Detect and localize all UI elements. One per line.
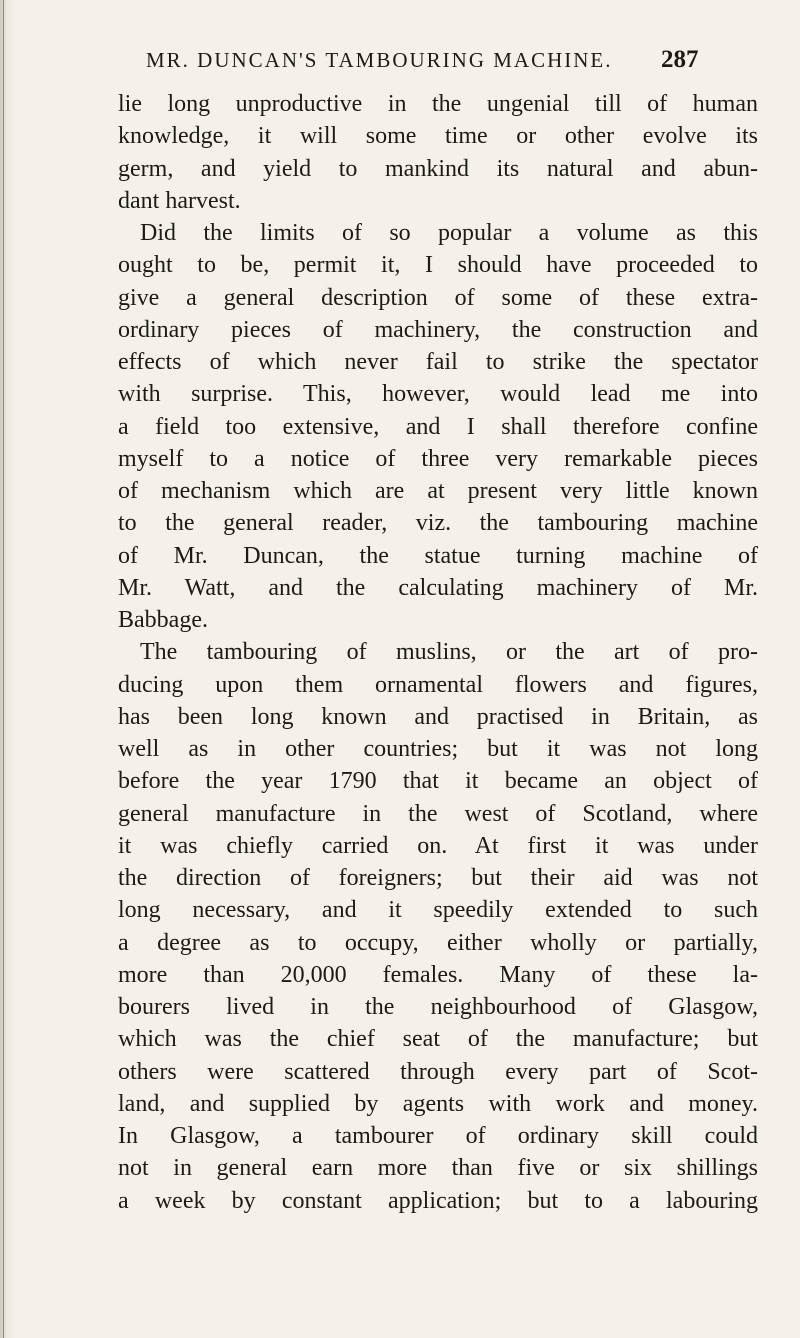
text-line: of mechanism which are at present very little known bbox=[118, 478, 758, 504]
text-line: more than 20,000 females. Many of these la- bbox=[118, 961, 758, 988]
text-line: effects of which never fail to strike the spectator bbox=[118, 349, 758, 375]
text-line: a field too extensive, and I shall therefore confine bbox=[118, 413, 758, 440]
text-line: which was the chief seat of the manufacture; but bbox=[118, 1026, 758, 1053]
text-line: bourers lived in the neighbourhood of Glasgow, bbox=[118, 994, 758, 1020]
text-line: a week by constant application; but to a labouring bbox=[118, 1187, 758, 1214]
text-line: Did the limits of so popular a volume as this bbox=[140, 220, 758, 246]
text-line: knowledge, it will some time or other evolve its bbox=[118, 123, 758, 150]
text-line: ought to be, permit it, I should have proceeded to bbox=[118, 252, 758, 279]
text-line: to the general reader, viz. the tambouring machine bbox=[118, 510, 758, 537]
text-line: not in general earn more than five or six shillings bbox=[118, 1155, 758, 1182]
page-gutter-edge bbox=[0, 0, 16, 1338]
text-line: with surprise. This, however, would lead me into bbox=[118, 381, 758, 408]
text-line: give a general description of some of these extra- bbox=[118, 284, 758, 311]
text-line: before the year 1790 that it became an object of bbox=[118, 768, 758, 795]
text-line: lie long unproductive in the ungenial till of human bbox=[118, 91, 758, 117]
text-line: it was chiefly carried on. At first it was under bbox=[118, 832, 758, 859]
text-line: Babbage. bbox=[118, 607, 208, 633]
text-line: ducing upon them ornamental flowers and figures, bbox=[118, 671, 758, 698]
text-line: well as in other countries; but it was not long bbox=[118, 736, 758, 762]
text-line: myself to a notice of three very remarkable pieces bbox=[118, 445, 758, 472]
binding-line bbox=[3, 0, 4, 1338]
text-line: land, and supplied by agents with work and money. bbox=[118, 1090, 758, 1117]
text-line: dant harvest. bbox=[118, 187, 241, 214]
text-line: the direction of foreigners; but their aid was not bbox=[118, 865, 758, 891]
text-line: others were scattered through every part of Scot- bbox=[118, 1058, 758, 1085]
text-line: general manufacture in the west of Scotland, where bbox=[118, 800, 758, 827]
text-line: ordinary pieces of machinery, the construction and bbox=[118, 316, 758, 343]
text-line: long necessary, and it speedily extended to such bbox=[118, 897, 758, 924]
body-text bbox=[118, 88, 758, 1217]
text-line: of Mr. Duncan, the statue turning machine of bbox=[118, 542, 758, 569]
page-number: 287 bbox=[661, 46, 699, 73]
text-line: germ, and yield to mankind its natural and abun- bbox=[118, 155, 758, 182]
text-line: The tambouring of muslins, or the art of pro- bbox=[140, 639, 758, 666]
text-line: In Glasgow, a tambourer of ordinary skill could bbox=[118, 1123, 758, 1149]
text-line: Mr. Watt, and the calculating machinery of Mr. bbox=[118, 574, 758, 601]
text-line: has been long known and practised in Britain, as bbox=[118, 703, 758, 730]
running-head: MR. DUNCAN'S TAMBOURING MACHINE. bbox=[146, 48, 613, 72]
text-line: a degree as to occupy, either wholly or partially, bbox=[118, 929, 758, 956]
